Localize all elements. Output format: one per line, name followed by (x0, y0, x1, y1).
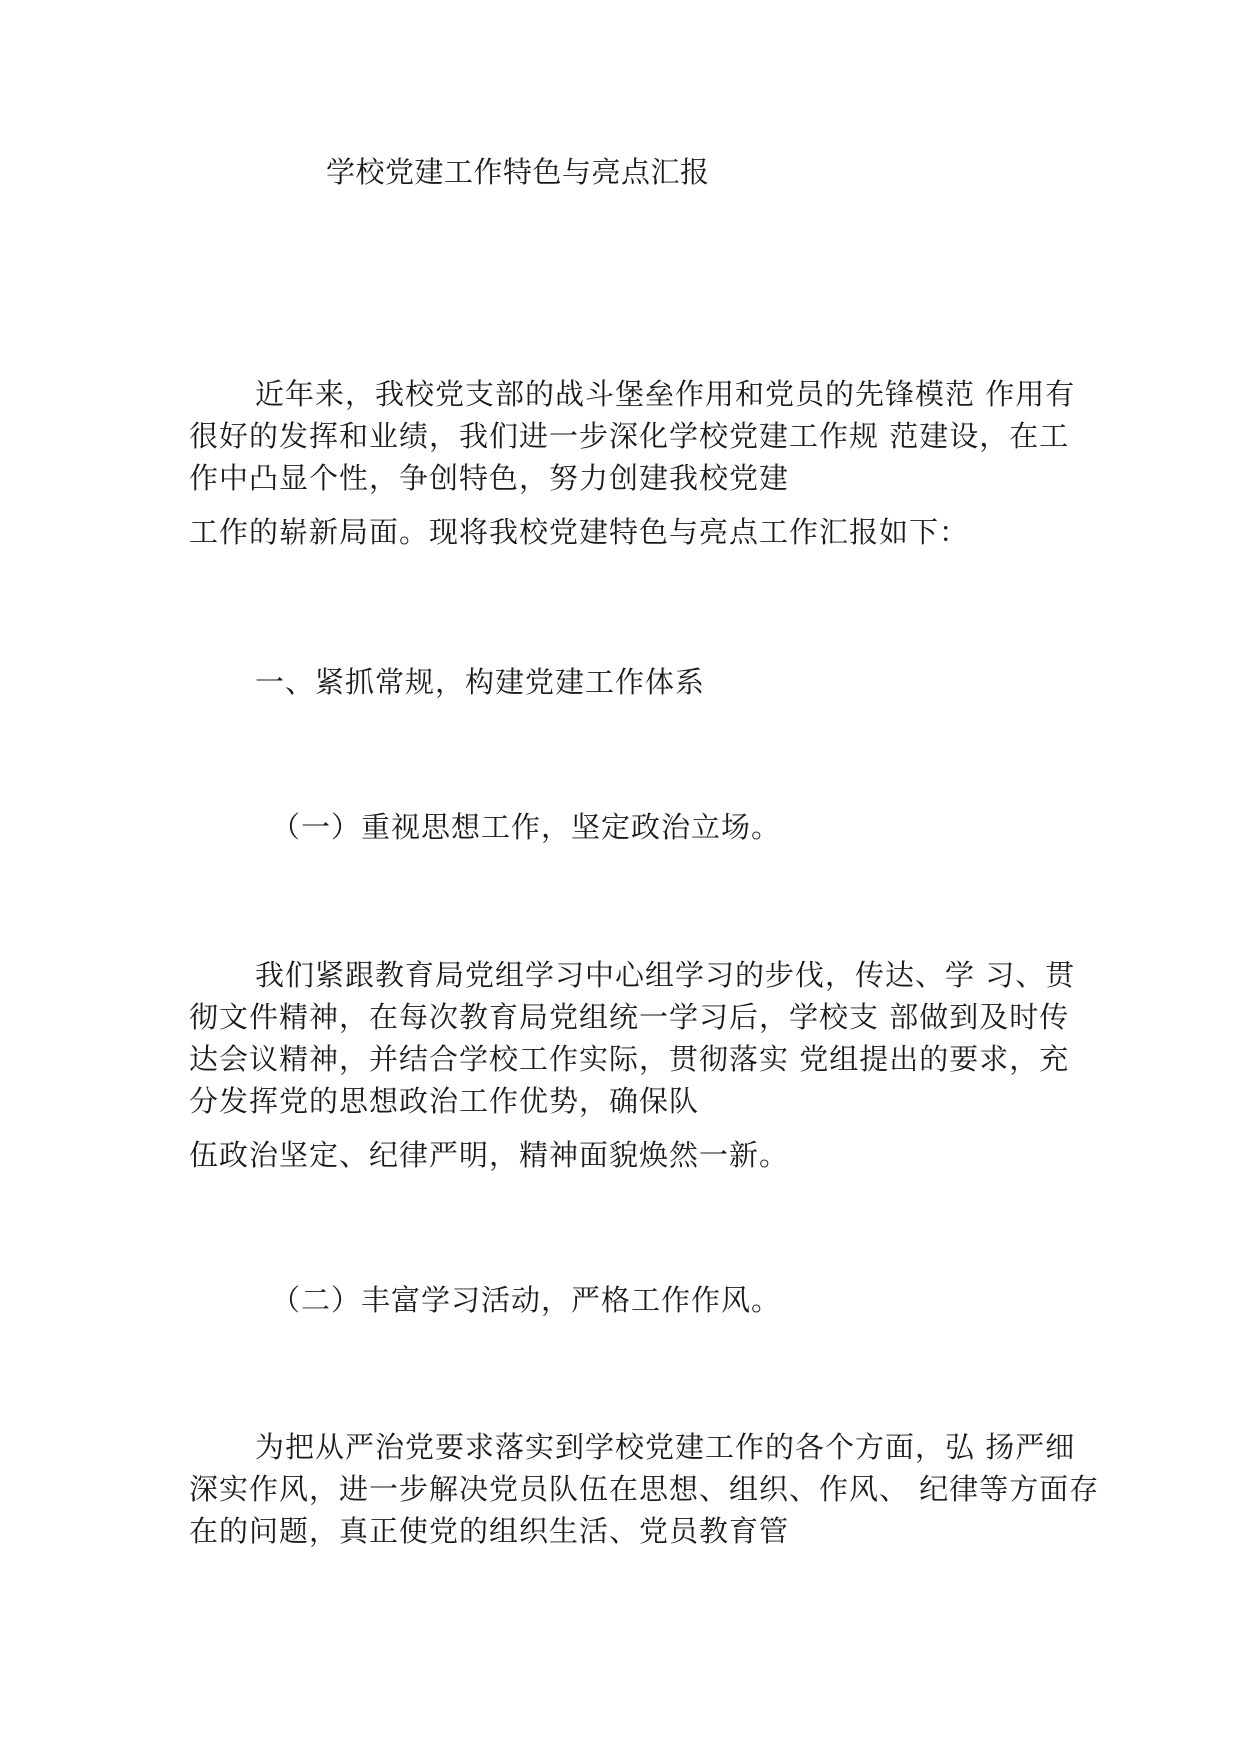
subsection-1-line-1: 我们紧跟教育局党组学习中心组学习的步伐，传达、学 习、贯 (255, 958, 1076, 992)
document-title: 学校党建工作特色与亮点汇报 (326, 155, 710, 189)
subsection-1-line-5: 伍政治坚定、纪律严明，精神面貌焕然一新。 (189, 1138, 790, 1172)
subsection-2-line-2: 深实作风，进一步解决党员队伍在思想、组织、作风、 纪律等方面存 (189, 1472, 1100, 1506)
intro-line-3: 作中凸显个性，争创特色，努力创建我校党建 (189, 461, 790, 495)
subsection-2-line-3: 在的问题，真正使党的组织生活、党员教育管 (189, 1514, 790, 1548)
subsection-1-line-4: 分发挥党的思想政治工作优势，确保队 (189, 1084, 700, 1118)
subsection-1-line-2: 彻文件精神，在每次教育局党组统一学习后，学校支 部做到及时传 (189, 1000, 1070, 1034)
section-1-heading: 一、紧抓常规，构建党建工作体系 (255, 665, 706, 699)
subsection-1-heading: （一）重视思想工作，坚定政治立场。 (271, 810, 782, 844)
subsection-2-line-1: 为把从严治党要求落实到学校党建工作的各个方面，弘 扬严细 (255, 1430, 1076, 1464)
subsection-2-heading: （二）丰富学习活动，严格工作作风。 (271, 1283, 782, 1317)
intro-line-1: 近年来，我校党支部的战斗堡垒作用和党员的先锋模范 作用有 (255, 377, 1076, 411)
intro-line-2: 很好的发挥和业绩，我们进一步深化学校党建工作规 范建设，在工 (189, 419, 1070, 453)
subsection-1-line-3: 达会议精神，并结合学校工作实际，贯彻落实 党组提出的要求，充 (189, 1042, 1070, 1076)
intro-line-4: 工作的崭新局面。现将我校党建特色与亮点工作汇报如下： (189, 515, 970, 549)
